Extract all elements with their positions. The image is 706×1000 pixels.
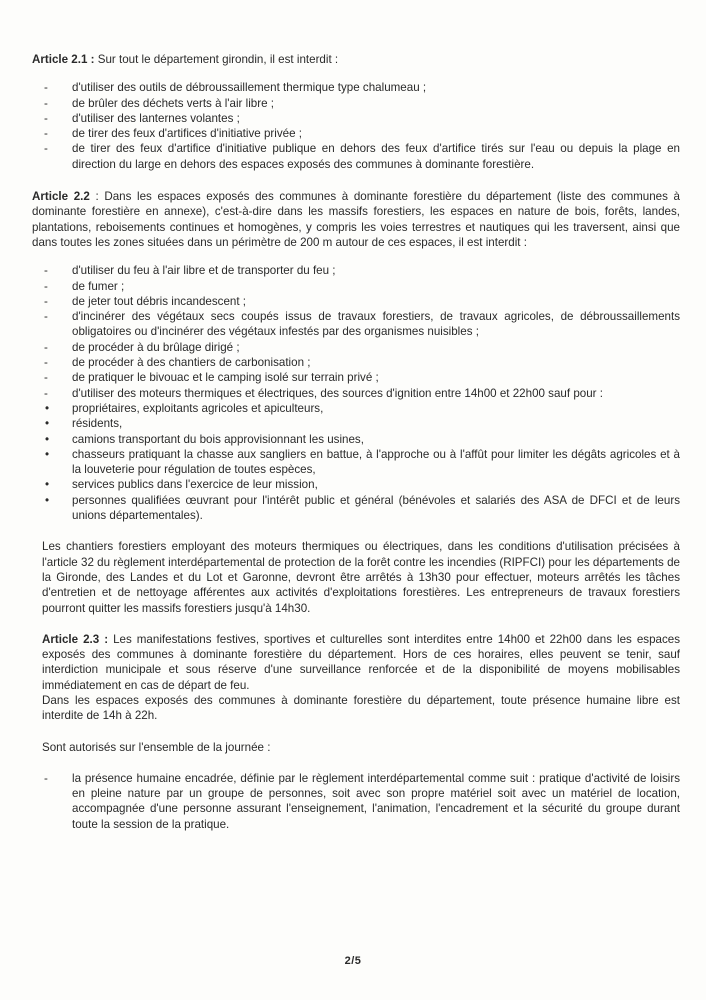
list-item: - de tirer des feux d'artifice d'initiative publique en dehors des feux d'artifice tirés sur l'eau ou depuis la plage en direction du large en dehors des espaces exposés des communes à dominante forestière. [32,141,680,172]
article-2-2-text: : Dans les espaces exposés des communes à dominante forestière du département (liste des communes à dominante forestière en annexe), c'est-à-dire dans les massifs forestiers, les espaces en nature de bois, forêts, landes, plantations, reboisements continues et homogènes, y compris les voies terrestres et nautiques qui les traversent, ainsi que dans toutes les zones situées dans un périmètre de 200 m autour de ces espaces, il est interdit : [32,190,681,249]
article-2-2-closing: Les chantiers forestiers employant des moteurs thermiques ou électriques, dans les conditions d'utilisation précisées à l'article 32 du règlement interdépartemental de protection de la forêt contre les incendies (RIPFCI) pour les départements de la Gironde, des Landes et du Lot et Garonne, devront être arrêtés à 13h30 pour effectuer, moteurs arrêtés les tâches d'entretien et de nettoyage afférentes aux activités d'exploitations forestières. Les entrepreneurs de travaux forestiers pourront quitter les massifs forestiers jusqu'à 14h30. [42,540,680,615]
list-item: • résidents, [32,416,680,431]
list-item: • camions transportant du bois approvisionnant les usines, [32,432,680,447]
article-2-1-intro [32,52,680,67]
list-item: - de jeter tout débris incandescent ; [32,294,680,309]
article-2-3-second: Dans les espaces exposés des communes à dominante forestière du département, toute présence humaine libre est interdite de 14h à 22h. [42,693,680,723]
page-number: 2/5 [344,955,362,967]
article-2-3-text: Les manifestations festives, sportives et culturelles sont interdites entre 14h00 et 22h00 dans les espaces exposés des communes à dominante forestière du département. Hors de ces horaires, elles peuvent se tenir, sauf interdiction municipale et sous réserve d'une surveillance renforcée et de la disponibilité de moyens mobilisables immédiatement en cas de départ de feu. [42,632,681,692]
list-item: - la présence humaine encadrée, définie par le règlement interdépartemental comme suit : pratique d'activité de loisirs en pleine nature par un groupe de personnes, soit avec son propre matériel soit avec un matériel de location, accompagnée d'une personne assurant l'enseignement, l'animation, l'encadrement et la sécurité du groupe durant toute la session de la pratique. [32,771,680,832]
list-item: - d'utiliser des lanternes volantes ; [32,111,680,126]
article-2-1-list [32,80,680,172]
list-item: • propriétaires, exploitants agricoles et apiculteurs, [32,401,680,416]
list-item: - de procéder à du brûlage dirigé ; [32,340,680,355]
article-2-1-label: Article 2.1 : [32,53,95,66]
article-2-3-list [32,771,680,832]
article-2-2-exceptions-list [32,401,680,523]
list-item: - de pratiquer le bivouac et le camping isolé sur terrain privé ; [32,370,680,385]
document-body [32,52,680,849]
list-item: - d'utiliser du feu à l'air libre et de transporter du feu ; [32,263,680,278]
article-2-3-authorized: Sont autorisés sur l'ensemble de la journée : [42,740,271,754]
list-item: - d'incinérer des végétaux secs coupés issus de travaux forestiers, de travaux agricoles, de débroussaillements obligatoires ou d'incinérer des végétaux infestés par des organismes nuisibles ; [32,309,680,340]
article-2-3-intro [32,632,680,693]
article-2-2-intro [32,189,680,250]
article-2-1-text: Sur tout le département girondin, il est interdit : [94,53,339,66]
list-item: • chasseurs pratiquant la chasse aux sangliers en battue, à l'approche ou à l'affût pour limiter les dégâts agricoles et à la louveterie pour régulation de toutes espèces, [32,447,680,478]
list-item: • personnes qualifiées œuvrant pour l'intérêt public et général (bénévoles et salariés des ASA de DFCI et de leurs unions départementales). [32,493,680,524]
list-item: • services publics dans l'exercice de leur mission, [32,477,680,492]
list-item: - de tirer des feux d'artifices d'initiative privée ; [32,126,680,141]
article-2-3-label: Article 2.3 : [42,632,109,646]
article-2-2-list [32,263,680,401]
list-item: - de procéder à des chantiers de carbonisation ; [32,355,680,370]
list-item: - de brûler des déchets verts à l'air libre ; [32,96,680,111]
list-item: - d'utiliser des moteurs thermiques et électriques, des sources d'ignition entre 14h00 et 22h00 sauf pour : [32,386,680,401]
article-2-2-label: Article 2.2 [32,190,90,204]
list-item: - d'utiliser des outils de débroussaillement thermique type chalumeau ; [32,80,680,95]
list-item: - de fumer ; [32,279,680,294]
